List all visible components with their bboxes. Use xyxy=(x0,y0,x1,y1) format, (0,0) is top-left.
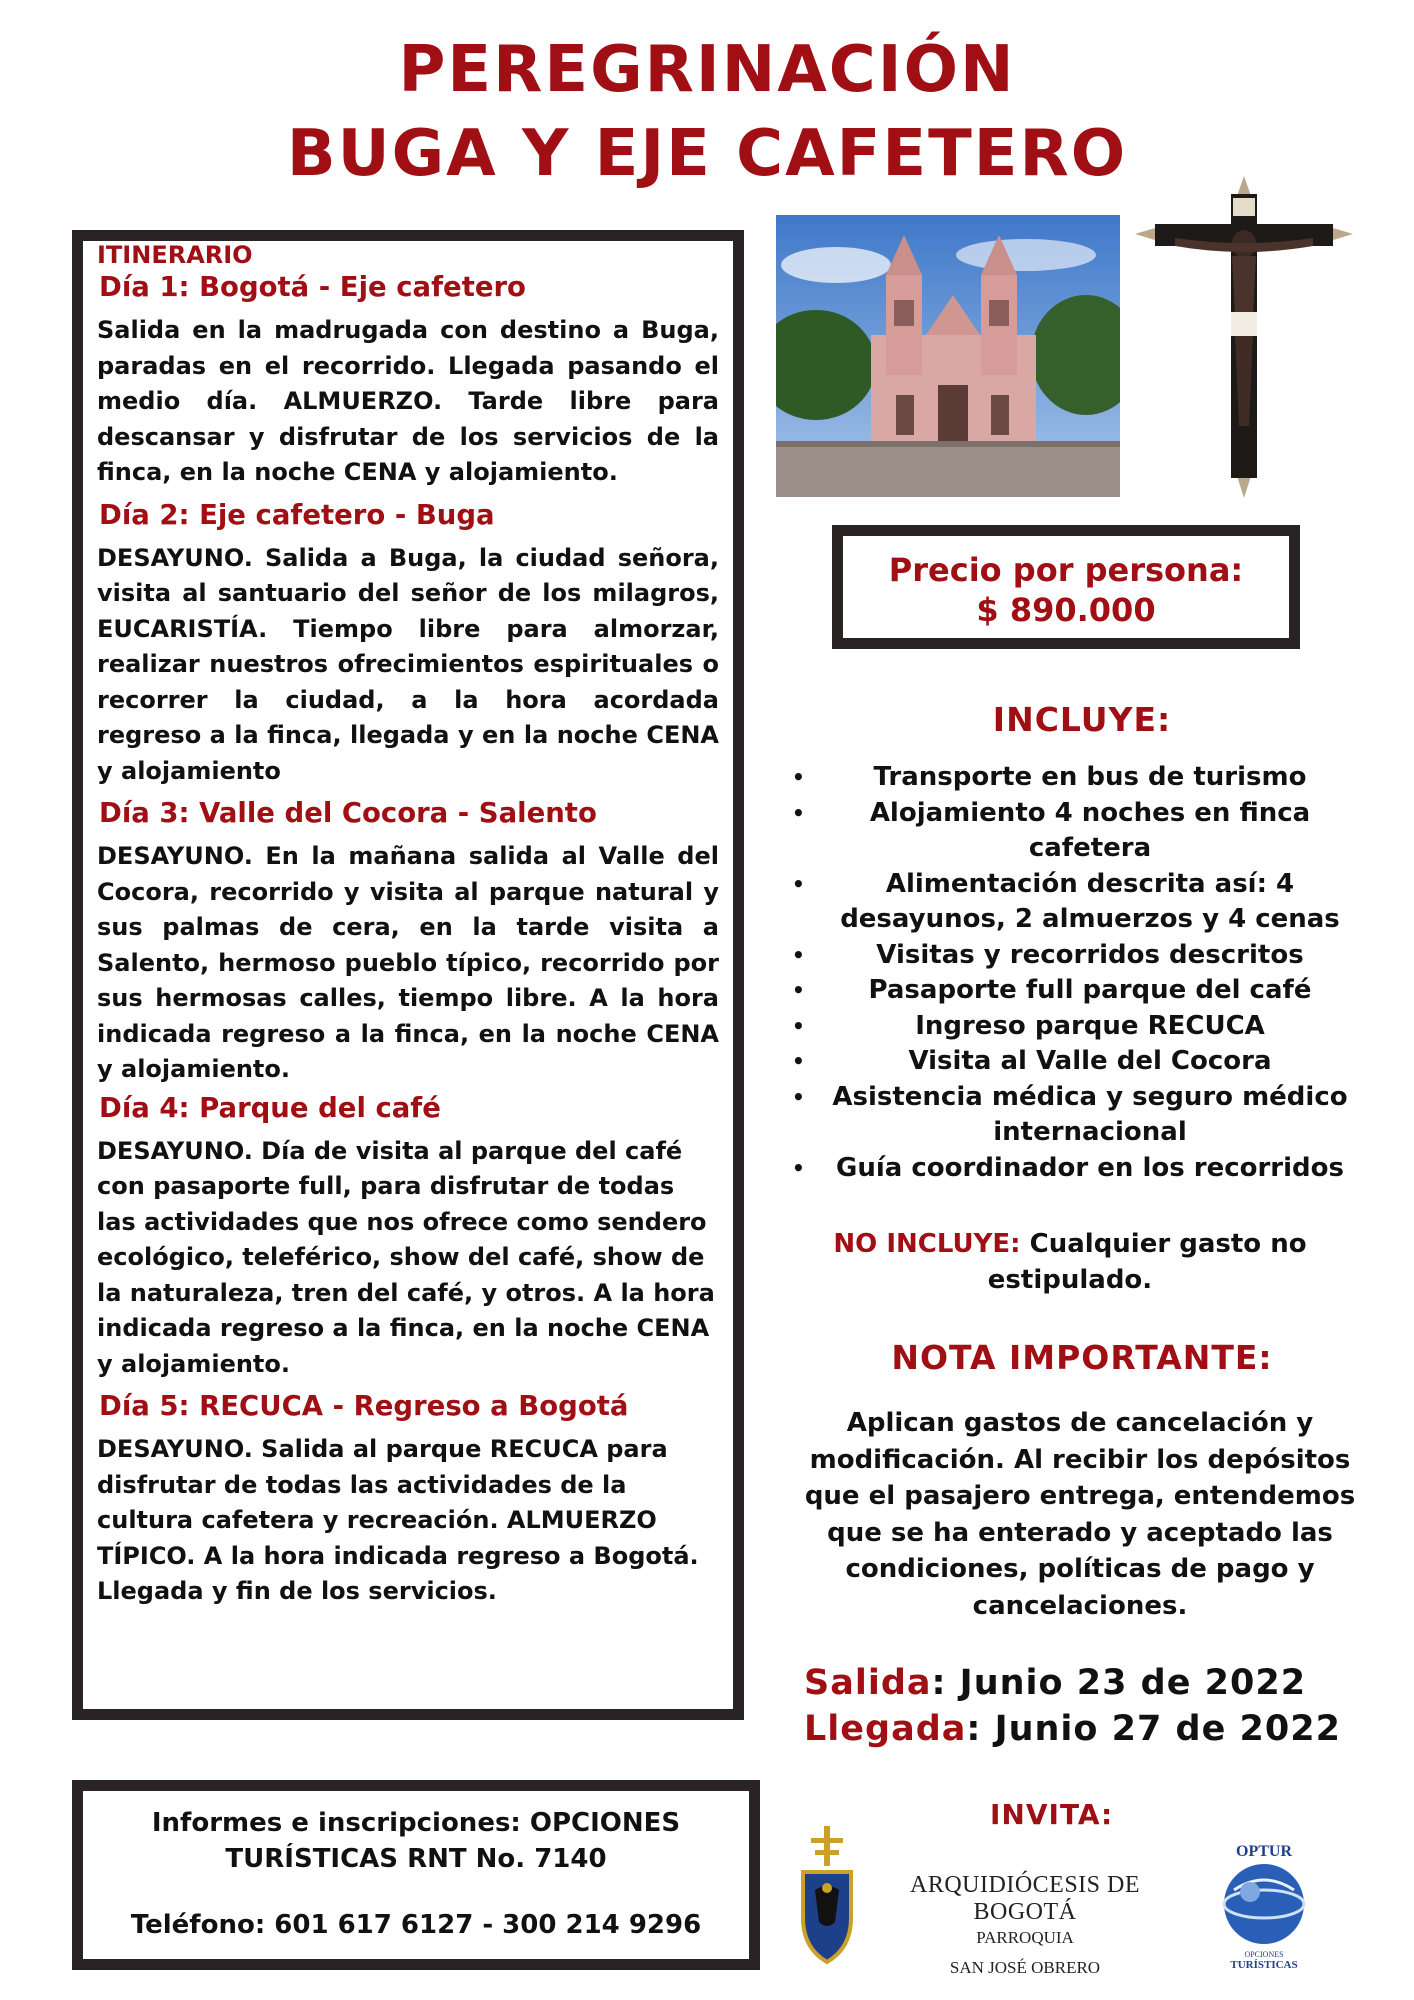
bullet-icon: • xyxy=(792,1084,805,1109)
day-2-title: Día 2: Eje cafetero - Buga xyxy=(99,498,495,531)
invita-heading: INVITA: xyxy=(990,1798,1114,1831)
basilica-photo xyxy=(776,215,1120,497)
bullet-icon: • xyxy=(792,978,805,1002)
parish-label: PARROQUIA xyxy=(976,1928,1074,1947)
note-heading: NOTA IMPORTANTE: xyxy=(891,1338,1273,1377)
archdiocese-coat-of-arms-icon xyxy=(797,1826,857,1970)
arrival-date: : Junio 27 de 2022 xyxy=(966,1709,1341,1749)
page-title xyxy=(0,28,1414,196)
contact-line-1: Informes e inscripciones: OPCIONES xyxy=(151,1808,681,1838)
list-item: • Asistencia médica y seguro médico internacional xyxy=(792,1081,1348,1147)
archdiocese-title: ARQUIDIÓCESIS DE BOGOTÁ xyxy=(910,1872,1140,1925)
day-5-title: Día 5: RECUCA - Regreso a Bogotá xyxy=(99,1390,629,1422)
contact-box xyxy=(72,1780,760,1970)
departure-label: Salida xyxy=(804,1663,932,1703)
optur-logo-title: OPTUR xyxy=(1236,1843,1292,1860)
itinerary-heading: ITINERARIO xyxy=(97,241,253,269)
optur-logo xyxy=(1210,1840,1318,1970)
itinerary-box xyxy=(72,230,744,1720)
bullet-icon: • xyxy=(792,1049,805,1073)
optur-logo-subtitle-1: OPCIONES xyxy=(1244,1950,1284,1959)
bullet-icon: • xyxy=(792,1155,805,1180)
day-5-text: DESAYUNO. Salida al parque RECUCA para disfrutar de todas las actividades de la cultura cafetera y recreación. ALMUERZO TÍPICO. A la hora indicada regreso a Bogotá. Llegada y fin de los servicios. xyxy=(97,1435,699,1605)
day-4-title: Día 4: Parque del café xyxy=(99,1091,441,1124)
list-item: • Transporte en bus de turismo xyxy=(792,760,1362,796)
not-included xyxy=(800,1226,1340,1298)
bullet-icon: • xyxy=(792,1013,805,1038)
day-1-text: Salida en la madrugada con destino a Buga, paradas en el recorrido. Llegada pasando el medio día. ALMUERZO. Tarde libre para descansar y disfrutar de los servicios de la finca, en la noche CENA y alojamiento. xyxy=(97,316,719,486)
note-text: Aplican gastos de cancelación y modificación. Al recibir los depósitos que el pasajero entrega, entendemos que se ha enterado y aceptado las condiciones, políticas de pago y cancelaciones. xyxy=(804,1408,1356,1621)
list-item: • Pasaporte full parque del café xyxy=(792,973,1362,1009)
title-line-2: BUGA Y EJE CAFETERO xyxy=(286,117,1128,191)
bullet-icon: • xyxy=(792,942,805,967)
list-item: • Visita al Valle del Cocora xyxy=(792,1044,1362,1080)
departure-date: : Junio 23 de 2022 xyxy=(931,1663,1307,1703)
not-included-label: NO INCLUYE: xyxy=(833,1229,1021,1259)
list-item: • Guía coordinador en los recorridos xyxy=(792,1151,1362,1187)
day-2-text: DESAYUNO. Salida a Buga, la ciudad señora, visita al santuario del señor de los milagros, EUCARISTÍA. Tiempo libre para almorzar, realizar nuestros ofrecimientos espirituales o recorrer la ciudad, a la hora acordada regreso a la finca, llegada y en la noche CENA y alojamiento xyxy=(97,543,719,785)
price-box xyxy=(832,525,1300,649)
arrival-label: Llegada xyxy=(804,1709,967,1749)
list-item: • Alojamiento 4 noches en finca cafetera xyxy=(792,797,1311,863)
list-item: • Alimentación descrita así: 4 desayunos, 2 almuerzos y 4 cenas xyxy=(792,868,1340,934)
parish-name: SAN JOSÉ OBRERO xyxy=(949,1958,1101,1977)
day-3-text: DESAYUNO. En la mañana salida al Valle del Cocora, recorrido y visita al parque natural y sus palmas de cera, en la tarde visita a Salento, hermoso pueblo típico, recorrido por sus hermosas calles, tiempo libre. A la hora indicada regreso a la finca, en la noche CENA y alojamiento. xyxy=(97,842,719,1083)
price-value: $ 890.000 xyxy=(976,591,1156,629)
day-1-title: Día 1: Bogotá - Eje cafetero xyxy=(99,271,526,303)
contact-phone: Teléfono: 601 617 6127 - 300 214 9296 xyxy=(130,1910,702,1940)
bullet-icon: • xyxy=(792,765,805,789)
list-item: • Ingreso parque RECUCA xyxy=(792,1009,1362,1045)
includes-list xyxy=(792,760,1362,1186)
optur-logo-subtitle-2: TURÍSTICAS xyxy=(1230,1959,1298,1970)
archdiocese-name xyxy=(860,1872,1190,1978)
trip-dates xyxy=(804,1660,1341,1752)
crucifix-image xyxy=(1135,176,1353,498)
day-4-text: DESAYUNO. Día de visita al parque del café con pasaporte full, para disfrutar de todas las actividades que nos ofrece como sendero ecológico, teleférico, show del café, show de la naturaleza, tren del café, y otros. A la hora indicada regreso a la finca, en la noche CENA y alojamiento. xyxy=(97,1136,715,1378)
day-3-title: Día 3: Valle del Cocora - Salento xyxy=(99,797,597,829)
price-label: Precio por persona: xyxy=(888,551,1244,589)
bullet-icon: • xyxy=(792,871,805,896)
not-included-text: Cualquier gasto no estipulado. xyxy=(987,1229,1307,1295)
list-item: • Visitas y recorridos descritos xyxy=(792,938,1362,974)
includes-heading: INCLUYE: xyxy=(992,700,1172,739)
title-line-1: PEREGRINACIÓN xyxy=(398,33,1016,107)
contact-line-2: TURÍSTICAS RNT No. 7140 xyxy=(225,1844,607,1874)
bullet-icon: • xyxy=(792,800,805,825)
